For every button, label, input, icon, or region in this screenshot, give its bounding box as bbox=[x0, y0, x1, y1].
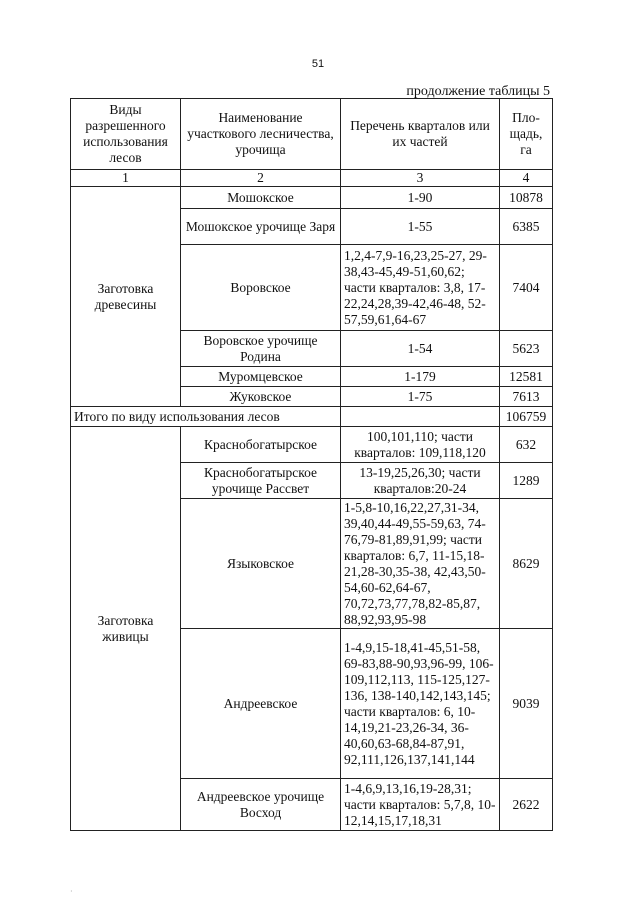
quarters-list: 1,2,4-7,9-16,23,25-27, 29-38,43-45,49-51,60,62; части кварталов: 3,8, 17-22,24,28,39-42,46-48, 52-57,59,61,64-67 bbox=[341, 245, 500, 331]
column-number: 1 bbox=[71, 170, 181, 187]
area-value: 1289 bbox=[500, 463, 553, 499]
header-area: Пло-щадь, га bbox=[500, 99, 553, 170]
quarters-list: 1-4,9,15-18,41-45,51-58, 69-83,88-90,93,96-99, 106-109,112,113, 115-125,127-136, 138-140,142,143,145; части кварталов: 6, 10-14,19,21-23,26-34, 36-40,60,63-68,84-87,91, 92,111,126,137,141,144 bbox=[341, 629, 500, 779]
area-value: 632 bbox=[500, 427, 553, 463]
quarters-list: 1-75 bbox=[341, 387, 500, 407]
page-number: 51 bbox=[311, 58, 325, 70]
quarters-list: 1-179 bbox=[341, 367, 500, 387]
quarters-list: 1-54 bbox=[341, 331, 500, 367]
total-empty-cell bbox=[341, 407, 500, 427]
area-value: 12581 bbox=[500, 367, 553, 387]
table-header-row bbox=[71, 99, 553, 170]
column-number: 2 bbox=[181, 170, 341, 187]
quarters-list: 1-4,6,9,13,16,19-28,31; части кварталов: 5,7,8, 10-12,14,15,17,18,31 bbox=[341, 779, 500, 831]
scan-mark: · bbox=[70, 887, 73, 896]
forestry-name: Воровское bbox=[181, 245, 341, 331]
total-row bbox=[71, 407, 553, 427]
forestry-name: Воровское урочище Родина bbox=[181, 331, 341, 367]
column-number-row bbox=[71, 170, 553, 187]
quarters-list: 1-5,8-10,16,22,27,31-34, 39,40,44-49,55-59,63, 74-76,79-81,89,91,99; части кварталов: 6,7, 11-15,18-21,28-30,35-38, 42,43,50-54,60-62,64-67, 70,72,73,77,78,82-85,87, 88,92,93,95-98 bbox=[341, 499, 500, 629]
table-row bbox=[71, 427, 553, 463]
area-value: 8629 bbox=[500, 499, 553, 629]
forestry-name: Андреевское bbox=[181, 629, 341, 779]
header-use-type: Виды разрешенного использования лесов bbox=[71, 99, 181, 170]
forestry-name: Языковское bbox=[181, 499, 341, 629]
header-forestry-name: Наименование участкового лесничества, урочища bbox=[181, 99, 341, 170]
quarters-list: 1-90 bbox=[341, 187, 500, 209]
use-type-resin: Заготовка живицы bbox=[71, 427, 181, 831]
forestry-name: Краснобогатырское bbox=[181, 427, 341, 463]
quarters-list: 100,101,110; части кварталов: 109,118,120 bbox=[341, 427, 500, 463]
total-label: Итого по виду использования лесов bbox=[71, 407, 341, 427]
use-type-timber: Заготовка древесины bbox=[71, 187, 181, 407]
total-area: 106759 bbox=[500, 407, 553, 427]
area-value: 10878 bbox=[500, 187, 553, 209]
header-quarters-list: Перечень кварталов или их частей bbox=[341, 99, 500, 170]
table-row bbox=[71, 187, 553, 209]
column-number: 3 bbox=[341, 170, 500, 187]
area-value: 6385 bbox=[500, 209, 553, 245]
area-value: 7613 bbox=[500, 387, 553, 407]
area-value: 7404 bbox=[500, 245, 553, 331]
forestry-name: Мошокское урочище Заря bbox=[181, 209, 341, 245]
table-continuation-caption: продолжение таблицы 5 bbox=[406, 84, 550, 99]
area-value: 5623 bbox=[500, 331, 553, 367]
quarters-list: 13-19,25,26,30; части кварталов:20-24 bbox=[341, 463, 500, 499]
forestry-name: Андреевское урочище Восход bbox=[181, 779, 341, 831]
column-number: 4 bbox=[500, 170, 553, 187]
forestry-name: Мошокское bbox=[181, 187, 341, 209]
forestry-name: Муромцевское bbox=[181, 367, 341, 387]
quarters-list: 1-55 bbox=[341, 209, 500, 245]
forest-use-table bbox=[70, 98, 553, 831]
forestry-name: Жуковское bbox=[181, 387, 341, 407]
forestry-name: Краснобогатырское урочище Рассвет bbox=[181, 463, 341, 499]
area-value: 9039 bbox=[500, 629, 553, 779]
area-value: 2622 bbox=[500, 779, 553, 831]
